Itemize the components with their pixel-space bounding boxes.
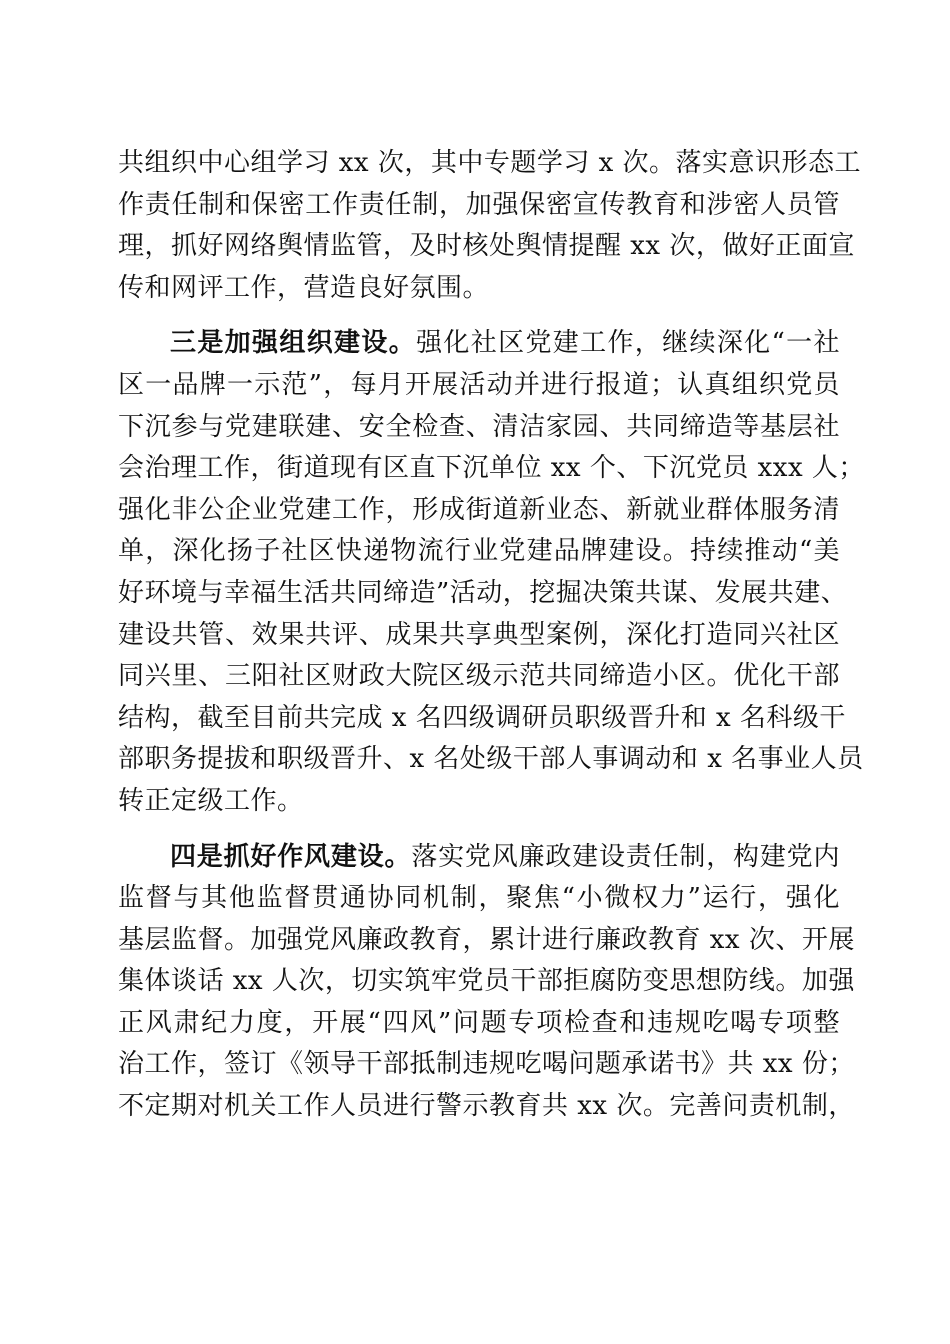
text-line: 治工作，签订《领导干部抵制违规吃喝问题承诺书》共 xx 份； bbox=[118, 1049, 855, 1080]
text-line: 区一品牌一示范”，每月开展活动并进行报道；认真组织党员 bbox=[118, 369, 840, 400]
text-line: 结构，截至目前共完成 x 名四级调研员职级晋升和 x 名科级干 bbox=[118, 702, 846, 733]
text-line: 监督与其他监督贯通协同机制，聚焦“小微权力”运行，强化 bbox=[118, 883, 840, 914]
text-line: 正风肃纪力度，开展“四风”问题专项检查和违规吃喝专项整 bbox=[118, 1007, 840, 1038]
text-line: 基层监督。加强党风廉政教育，累计进行廉政教育 xx 次、开展 bbox=[118, 924, 855, 955]
text-line: 会治理工作，街道现有区直下沉单位 xx 个、下沉党员 xxx 人； bbox=[118, 453, 865, 484]
text-line bbox=[118, 323, 840, 365]
text-line: 集体谈话 xx 人次，切实筑牢党员干部拒腐防变思想防线。加强 bbox=[118, 966, 855, 997]
text-line: 部职务提拔和职级晋升、x 名处级干部人事调动和 x 名事业人员 bbox=[118, 744, 864, 775]
paragraph-1 bbox=[118, 143, 862, 309]
text-line: 不定期对机关工作人员进行警示教育共 xx 次。完善问责机制， bbox=[118, 1091, 855, 1122]
document-page bbox=[118, 143, 865, 1128]
text-run: 强化社区党建工作，继续深化“一社 bbox=[416, 328, 840, 359]
paragraph-heading: 三是加强组织建设。 bbox=[170, 328, 417, 359]
text-line: 作责任制和保密工作责任制，加强保密宣传教育和涉密人员管 bbox=[118, 189, 840, 220]
text-line: 共组织中心组学习 xx 次，其中专题学习 x 次。落实意识形态工 bbox=[118, 148, 862, 178]
text-line: 单，深化扬子社区快递物流行业党建品牌建设。持续推动“美 bbox=[118, 536, 840, 567]
paragraph-work-style bbox=[118, 837, 855, 1128]
text-line bbox=[118, 837, 840, 879]
text-line: 强化非公企业党建工作，形成街道新业态、新就业群体服务清 bbox=[118, 494, 840, 525]
paragraph-heading: 四是抓好作风建设。 bbox=[170, 841, 412, 872]
text-line: 同兴里、三阳社区财政大院区级示范共同缔造小区。优化干部 bbox=[118, 661, 840, 692]
paragraph-organization bbox=[118, 323, 865, 822]
text-line: 传和网评工作，营造良好氛围。 bbox=[118, 272, 490, 303]
text-run: 落实党风廉政建设责任制，构建党内 bbox=[411, 841, 840, 872]
text-line: 建设共管、效果共评、成果共享典型案例，深化打造同兴社区 bbox=[118, 619, 840, 650]
text-line: 转正定级工作。 bbox=[118, 785, 304, 816]
text-line: 好环境与幸福生活共同缔造”活动，挖掘决策共谋、发展共建、 bbox=[118, 577, 848, 608]
text-line: 下沉参与党建联建、安全检查、清洁家园、共同缔造等基层社 bbox=[118, 411, 840, 442]
text-line: 理，抓好网络舆情监管，及时核处舆情提醒 xx 次，做好正面宣 bbox=[118, 231, 855, 262]
